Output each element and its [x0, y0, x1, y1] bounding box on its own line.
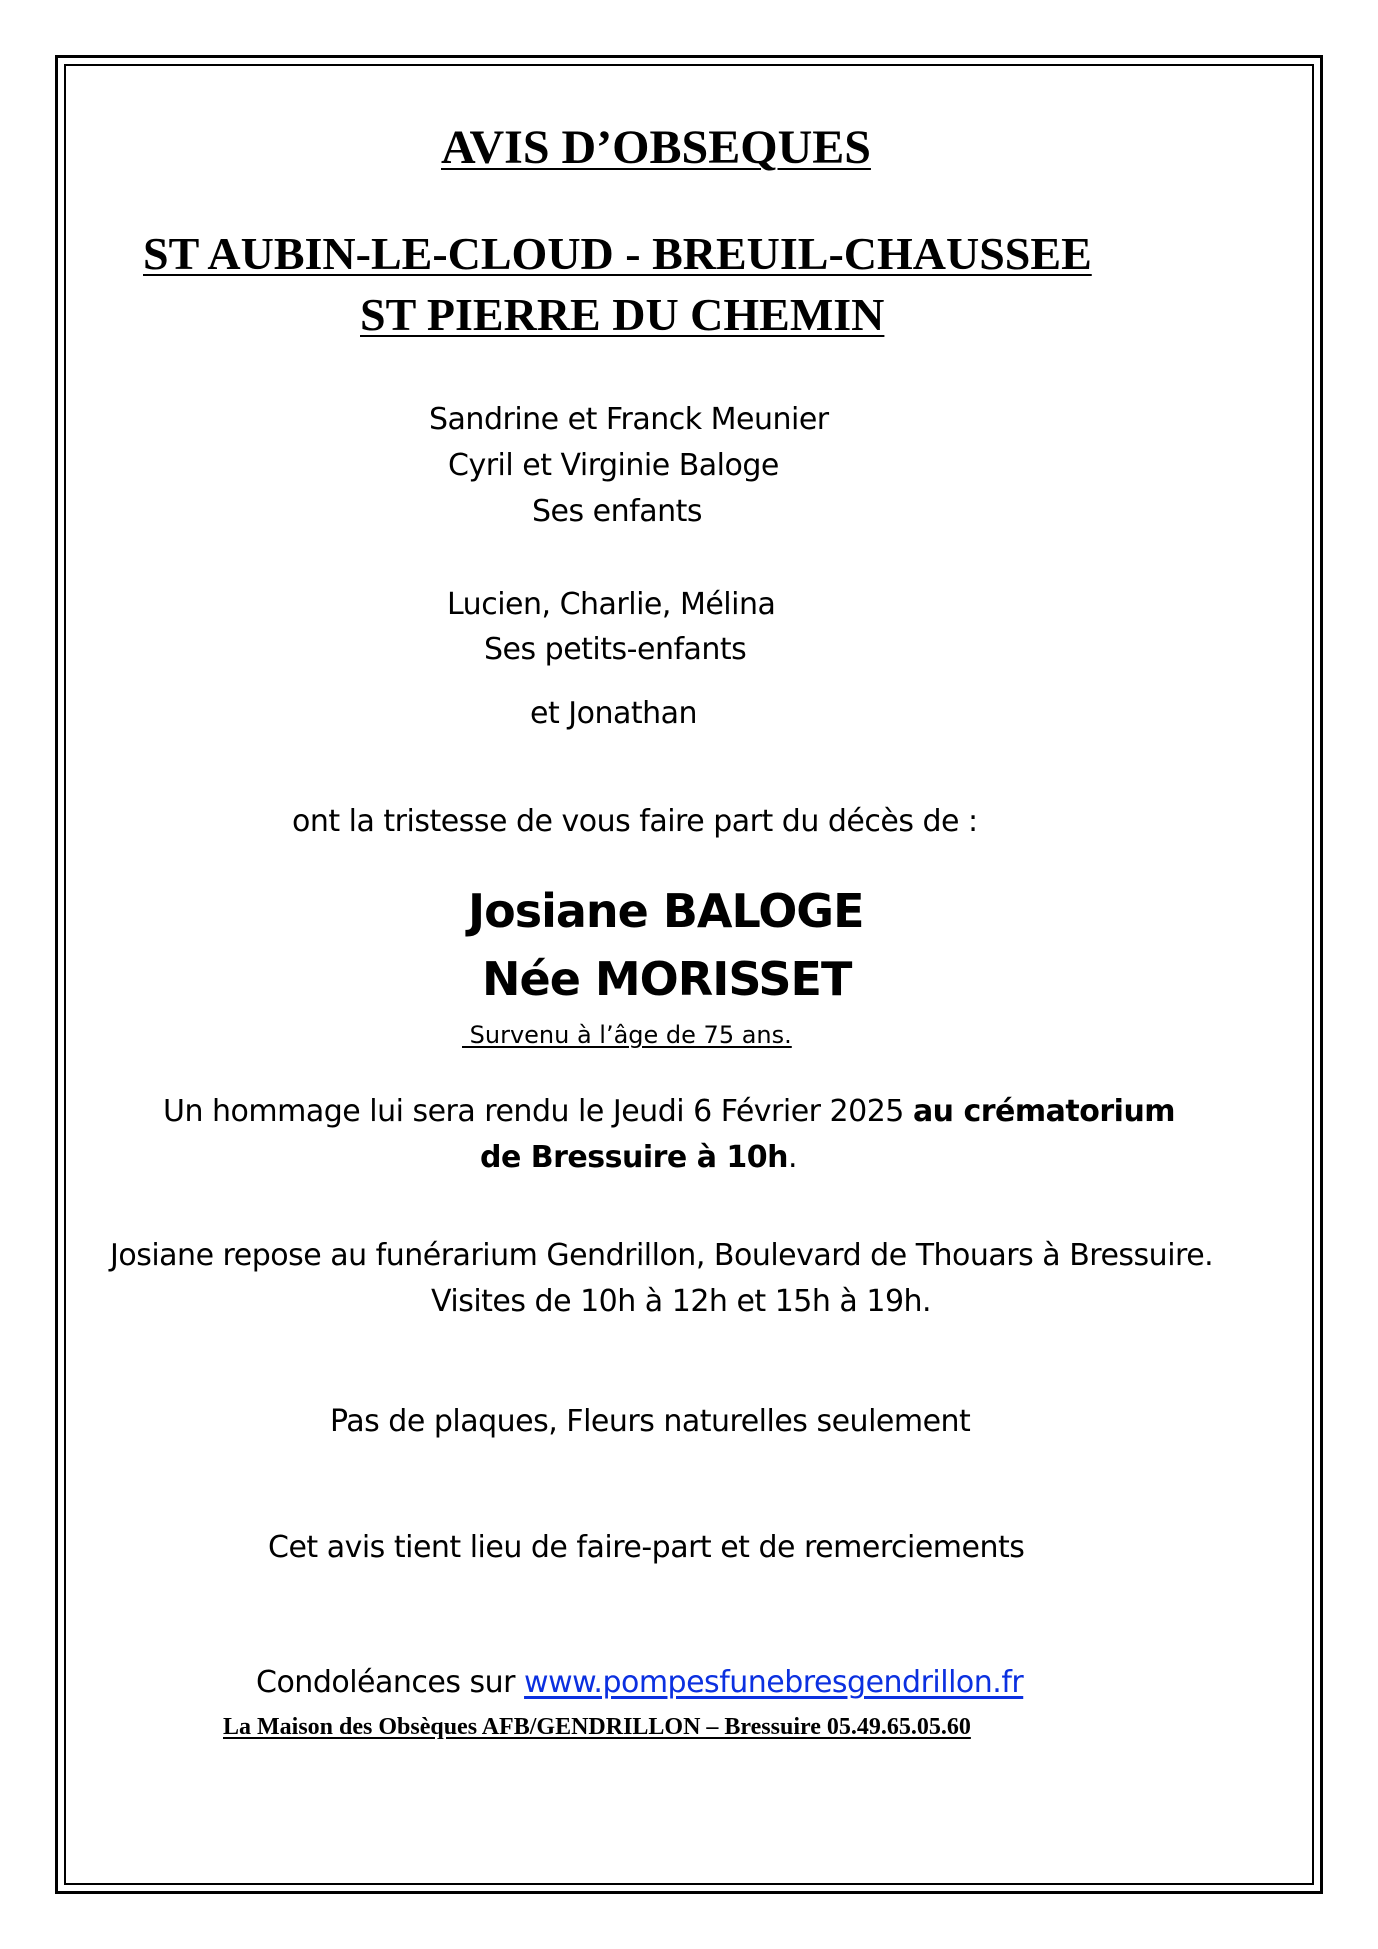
grandchildren-label: Ses petits-enfants	[484, 632, 747, 667]
children-names-2: Cyril et Virginie Baloge	[448, 448, 779, 483]
children-names-1: Sandrine et Franck Meunier	[429, 402, 829, 437]
deceased-name: Josiane BALOGE	[468, 884, 864, 938]
notice-note: Cet avis tient lieu de faire-part et de remerciements	[268, 1530, 1025, 1565]
ceremony-location-1: au crématorium	[912, 1094, 1176, 1129]
condolences-label: Condoléances sur	[256, 1665, 525, 1700]
ceremony-end: .	[788, 1140, 798, 1175]
location-line-2: ST PIERRE DU CHEMIN	[360, 289, 885, 340]
flowers-note: Pas de plaques, Fleurs naturelles seulement	[330, 1404, 971, 1439]
ceremony-text: Un hommage lui sera rendu le Jeudi 6 Février 2025	[163, 1094, 913, 1129]
other-family: et Jonathan	[530, 696, 698, 731]
ceremony-line-2	[0, 1140, 1378, 1175]
location-line-1: ST AUBIN-LE-CLOUD - BREUIL-CHAUSSEE	[143, 228, 1092, 279]
grandchildren-names: Lucien, Charlie, Mélina	[447, 587, 776, 622]
condolences-link[interactable]: www.pompesfunebresgendrillon.fr	[524, 1665, 1024, 1700]
condolences-line	[0, 1665, 1378, 1700]
children-label: Ses enfants	[532, 494, 702, 529]
visitation-line-2: Visites de 10h à 12h et 15h à 19h.	[431, 1284, 932, 1319]
visitation-line-1: Josiane repose au funérarium Gendrillon, Boulevard de Thouars à Bressuire.	[110, 1238, 1214, 1273]
age-line: Survenu à l’âge de 75 ans.	[462, 1021, 792, 1049]
notice-title: AVIS D’OBSEQUES	[441, 121, 871, 174]
announcement-text: ont la tristesse de vous faire part du décès de :	[292, 804, 978, 839]
funeral-home-footer: La Maison des Obsèques AFB/GENDRILLON – Bressuire 05.49.65.05.60	[223, 1714, 971, 1740]
deceased-maiden-name: Née MORISSET	[482, 952, 852, 1006]
ceremony-location-2: de Bressuire à 10h	[480, 1140, 789, 1175]
ceremony-line-1	[0, 1094, 1378, 1129]
